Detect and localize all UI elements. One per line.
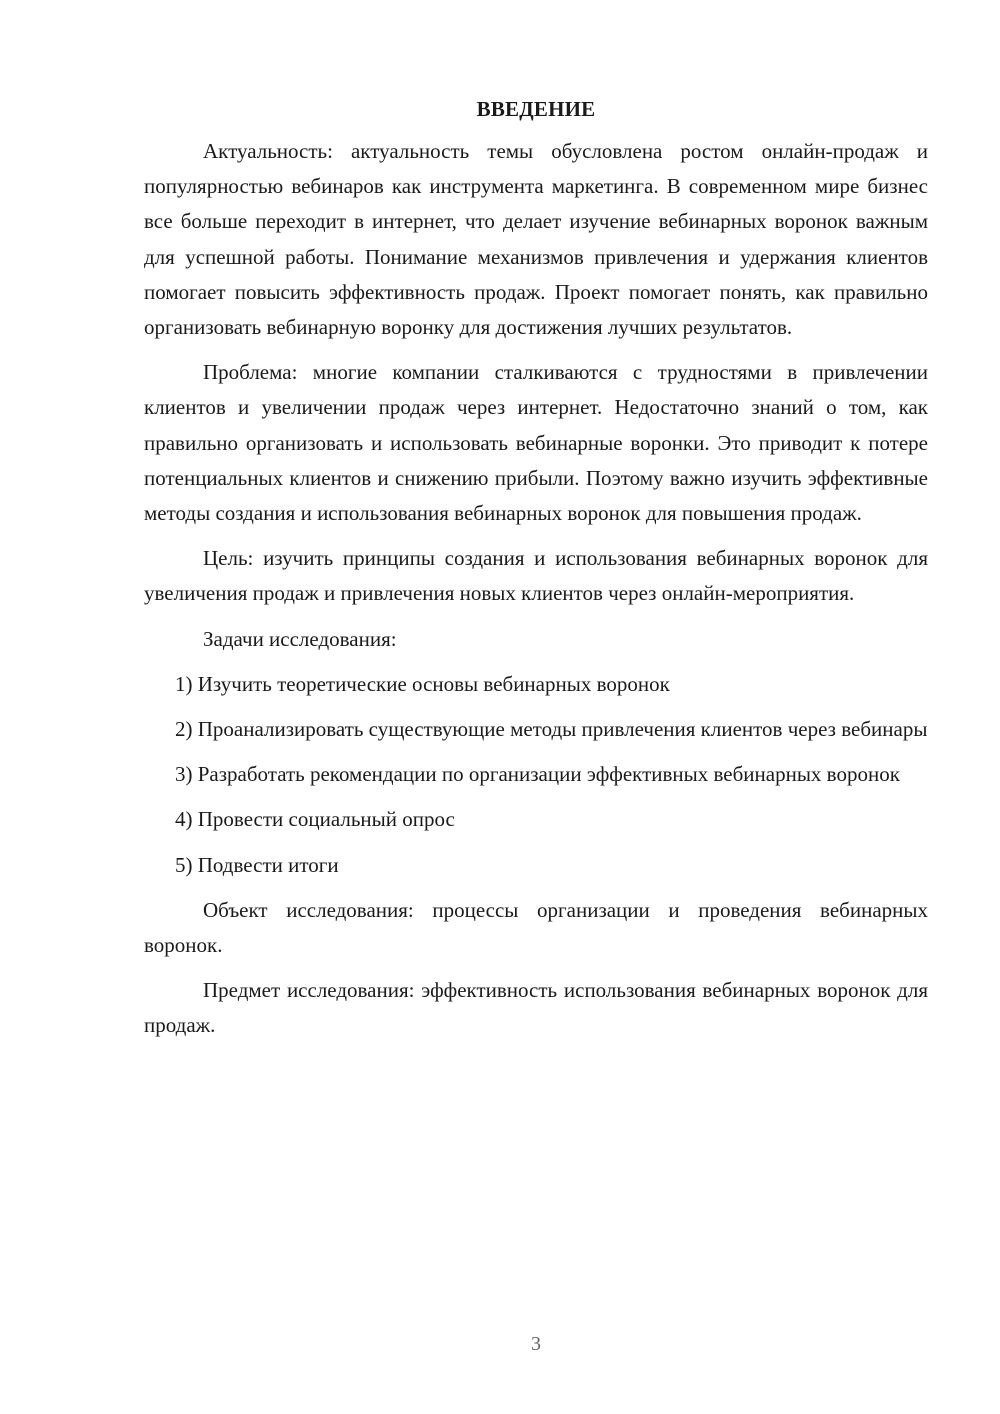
problem-paragraph: Проблема: многие компании сталкиваются с трудностями в привлечении клиентов и увеличении продаж через интернет. Недостаточно знаний о том, как правильно организовать и использовать вебинарные воронки. Это приводит к потере потенциальных клиентов и снижению прибыли. Поэтому важно изучить эффективные методы создания и использования вебинарных воронок для повышения продаж. bbox=[144, 360, 928, 526]
page-number: 3 bbox=[531, 1333, 541, 1355]
tasks-heading: Задачи исследования: bbox=[203, 626, 397, 651]
task-item-1: 1) Изучить теоретические основы вебинарных воронок bbox=[175, 671, 670, 696]
relevance-paragraph: Актуальность: актуальность темы обусловлена ростом онлайн-продаж и популярностью вебинаров как инструмента маркетинга. В современном мире бизнес все больше переходит в интернет, что делает изучение вебинарных воронок важным для успешной работы. Понимание механизмов привлечения и удержания клиентов помогает повысить эффективность продаж. Проект помогает понять, как правильно организовать вебинарную воронку для достижения лучших результатов. bbox=[144, 139, 928, 340]
page-content bbox=[144, 92, 928, 1054]
goal-paragraph: Цель: изучить принципы создания и использования вебинарных воронок для увеличения продаж и привлечения новых клиентов через онлайн-мероприятия. bbox=[144, 546, 928, 606]
task-item-3: 3) Разработать рекомендации по организации эффективных вебинарных воронок bbox=[175, 762, 900, 787]
task-item-2: 2) Проанализировать существующие методы привлечения клиентов через вебинары bbox=[175, 717, 928, 742]
task-item-5: 5) Подвести итоги bbox=[175, 852, 339, 877]
research-subject-paragraph: Предмет исследования: эффективность использования вебинарных воронок для продаж. bbox=[144, 978, 928, 1038]
task-item-4: 4) Провести социальный опрос bbox=[175, 807, 455, 832]
page-title: ВВЕДЕНИЕ bbox=[476, 97, 596, 121]
research-object-paragraph: Объект исследования: процессы организации и проведения вебинарных воронок. bbox=[144, 897, 928, 958]
